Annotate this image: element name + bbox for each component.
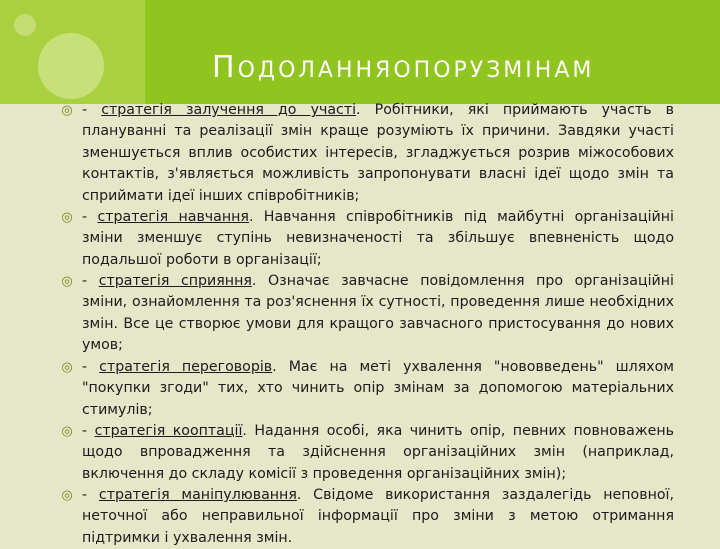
strategy-link[interactable]: стратегія сприяння bbox=[98, 273, 252, 289]
strategy-link[interactable]: стратегія кооптації bbox=[94, 423, 243, 439]
item-prefix: - bbox=[82, 359, 100, 375]
list-item bbox=[82, 357, 674, 421]
slide-content bbox=[0, 100, 720, 546]
list-item bbox=[82, 100, 674, 207]
strategy-link[interactable]: стратегія маніпулювання bbox=[98, 487, 297, 503]
item-prefix: - bbox=[82, 209, 98, 225]
item-text: . Має на меті ухвалення "нововведень" шляхом "покупки згоди" тих, хто чинить опір змінам за допомогою матеріальних стимулів; bbox=[82, 359, 675, 418]
item-prefix: - bbox=[82, 423, 95, 439]
list-item bbox=[82, 207, 674, 271]
strategy-link[interactable]: стратегія навчання bbox=[97, 209, 249, 225]
decorative-circle-large bbox=[38, 33, 104, 99]
item-prefix: - bbox=[82, 487, 99, 503]
bullet-icon: ◎ bbox=[61, 488, 73, 503]
list-item bbox=[82, 271, 674, 357]
bullet-icon: ◎ bbox=[61, 274, 73, 289]
item-prefix: - bbox=[82, 102, 102, 118]
bullet-icon: ◎ bbox=[61, 210, 73, 225]
item-text: . Свідоме використання заздалегідь неповної, неточної або неправильної інформації про зміни з метою отримання підтримки і ухвалення змін. bbox=[82, 487, 674, 546]
strategy-link[interactable]: стратегія залучення до участі bbox=[101, 102, 357, 118]
bullet-icon: ◎ bbox=[61, 103, 73, 118]
decorative-circle-small bbox=[14, 14, 36, 36]
title-rest: ОДОЛАННЯОПОРУЗМІНАМ bbox=[237, 58, 595, 83]
list-item bbox=[82, 421, 674, 485]
list-item bbox=[82, 485, 674, 549]
bullet-icon: ◎ bbox=[61, 360, 73, 375]
item-text: . Навчання співробітників під майбутні організаційні зміни зменшує ступінь невизначеності та збільшує впевненість щодо подальшої роботи в організації; bbox=[82, 209, 674, 268]
item-text: . Означає завчасне повідомлення про організаційні зміни, ознайомлення та роз'яснення їх сутності, проведення лише необхідних змін. Все це створює умови для кращого завчасного пристосування до нових умов; bbox=[82, 273, 674, 354]
title-first-letter: П bbox=[212, 50, 238, 85]
bullet-icon: ◎ bbox=[61, 424, 73, 439]
item-prefix: - bbox=[82, 273, 99, 289]
item-text: . Надання особі, яка чинить опір, певних повноважень щодо впровадження та здійснення організаційних змін (наприклад, включення до складу комісії з проведення організаційних змін); bbox=[82, 423, 674, 482]
slide-title bbox=[212, 50, 594, 85]
strategy-link[interactable]: стратегія переговорів bbox=[99, 359, 273, 375]
item-text: . Робітники, які приймають участь в плануванні та реалізації змін краще розуміють їх причини. Завдяки участі зменшується вплив особистих інтересів, згладжується розрив міжособових контактів, з'являється можливість запропонувати власні ідеї щодо змін та сприймати ідеї інших співробітників; bbox=[82, 102, 674, 204]
